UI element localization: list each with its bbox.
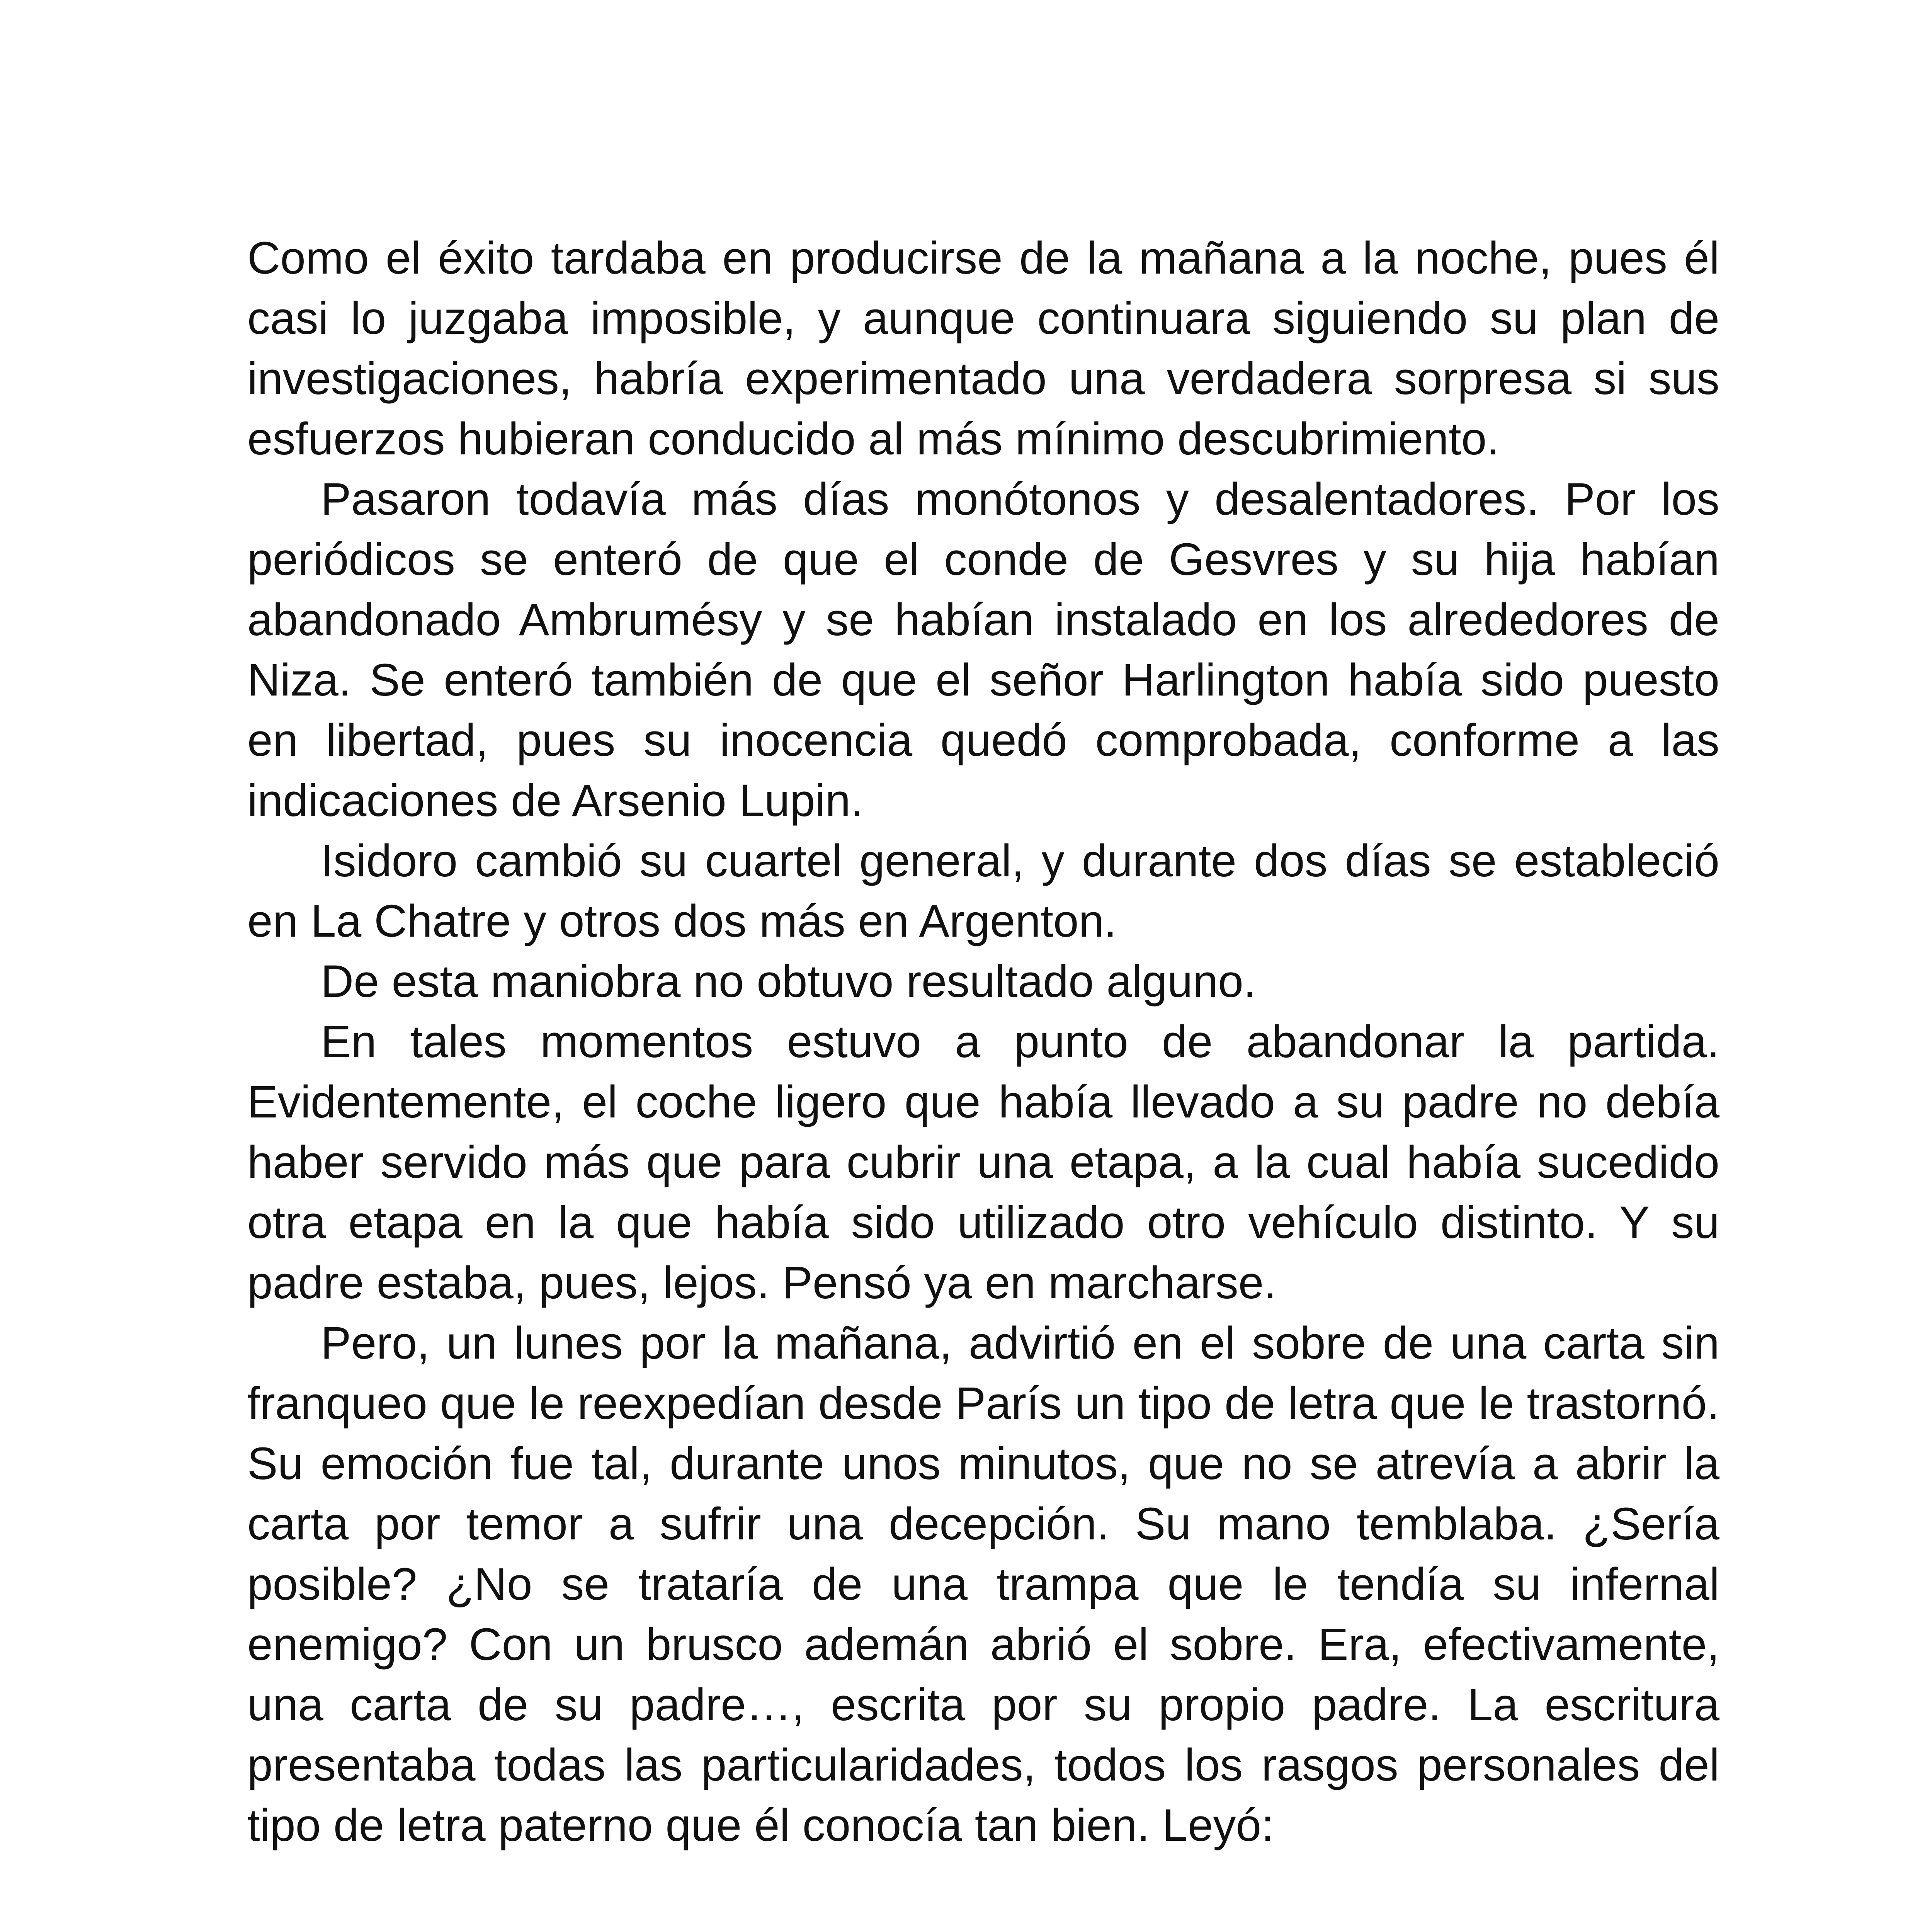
paragraph: En tales momentos estuvo a punto de abandonar la partida. Evidentemente, el coche ligero que había llevado a su padre no debía haber servido más que para cubrir una etapa, a la cual había sucedido otra etapa en la que había sido utilizado otro vehículo distinto. Y su padre estaba, pues, lejos. Pensó ya en marcharse. bbox=[247, 1016, 1719, 1308]
narrative-text bbox=[247, 228, 1719, 1855]
paragraph: De esta maniobra no obtuvo resultado alguno. bbox=[321, 956, 1256, 1007]
paragraph: Como el éxito tardaba en producirse de la mañana a la noche, pues él casi lo juzgaba imposible, y aunque continuara siguiendo su plan de investigaciones, habría experimentado una verdadera sorpresa si sus esfuerzos hubieran conducido al más mínimo descubrimiento. bbox=[247, 233, 1719, 464]
paragraph: Pero, un lunes por la mañana, advirtió en el sobre de una carta sin franqueo que le reexpedían desde París un tipo de letra que le trastornó. Su emoción fue tal, durante unos minutos, que no se atrevía a abrir la carta por temor a sufrir una decepción. Su mano temblaba. ¿Sería posible? ¿No se trataría de una trampa que le tendía su infernal enemigo? Con un brusco ademán abrió el sobre. Era, efectivamente, una carta de su padre…, escrita por su propio padre. La escritura presentaba todas las particularidades, todos los rasgos personales del tipo de letra paterno que él conocía tan bien. Leyó: bbox=[247, 1318, 1719, 1851]
paragraph: Isidoro cambió su cuartel general, y durante dos días se estableció en La Chatre y otros dos más en Argenton. bbox=[247, 835, 1719, 947]
paragraph: Pasaron todavía más días monótonos y desalentadores. Por los periódicos se enteró de que el conde de Gesvres y su hija habían abandonado Ambrumésy y se habían instalado en los alrededores de Niza. Se enteró también de que el señor Harlington había sido puesto en libertad, pues su inocencia quedó comprobada, conforme a las indicaciones de Arsenio Lupin. bbox=[247, 474, 1719, 826]
